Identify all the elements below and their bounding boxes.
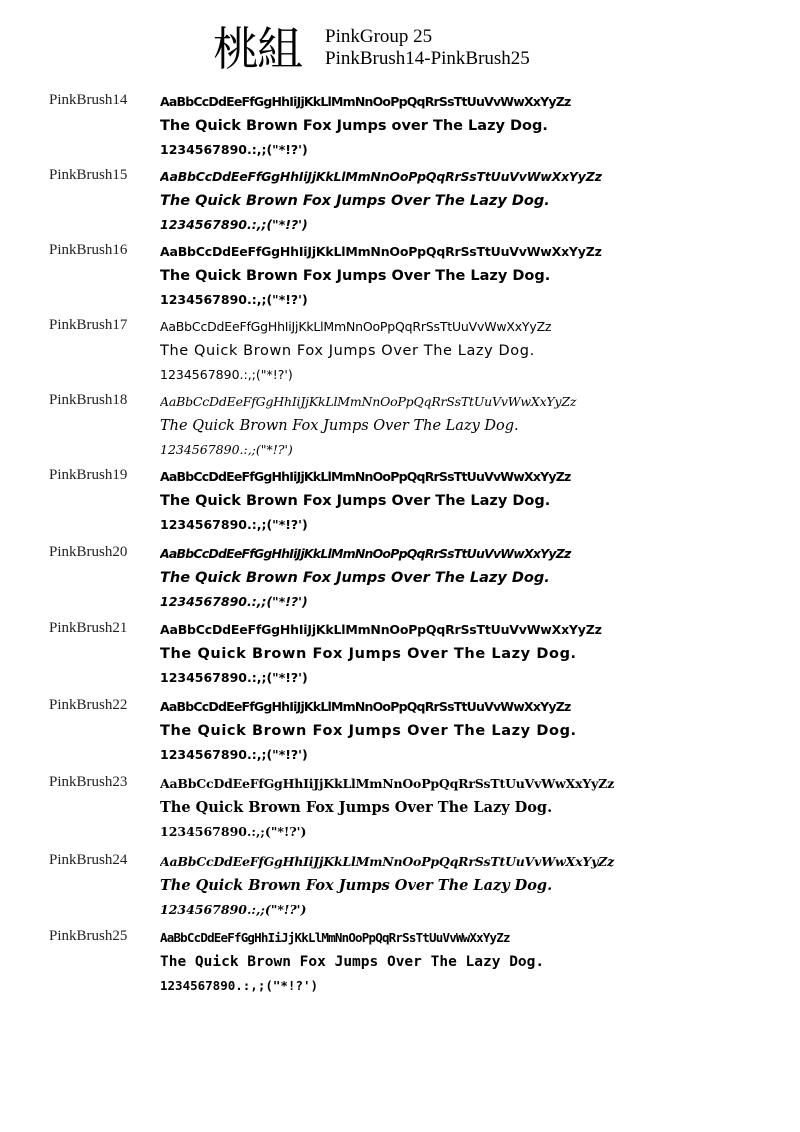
font-specimen-pinkbrush20 [0, 542, 800, 618]
alphabet-line: AaBbCcDdEeFfGgHhIiJjKkLlMmNnOoPpQqRrSsTtUuVvWwXxYyZz [160, 930, 510, 945]
pangram-line: The Quick Brown Fox Jumps Over The Lazy Dog. [160, 877, 553, 894]
group-kanji-title: 桃組 [213, 22, 301, 76]
pangram-line: The Quick Brown Fox Jumps Over The Lazy Dog. [160, 493, 551, 509]
alphabet-line: AaBbCcDdEeFfGgHhIiJjKkLlMmNnOoPpQqRrSsTtUuVvWwXxYyZz [160, 244, 602, 259]
font-specimen-pinkbrush15 [0, 165, 800, 241]
pangram-line: The Quick Brown Fox Jumps Over The Lazy Dog. [160, 646, 577, 662]
font-name: PinkBrush16 [49, 242, 128, 258]
font-sample [160, 315, 790, 387]
font-name: PinkBrush14 [49, 92, 128, 108]
font-sample [160, 772, 790, 844]
font-name: PinkBrush20 [49, 544, 128, 560]
font-sample [160, 465, 790, 537]
font-sample [160, 850, 790, 922]
digits-line: 1234567890.:,;("*!?') [160, 747, 308, 762]
font-sample [160, 695, 790, 767]
digits-line: 1234567890.:,;("*!?') [160, 292, 308, 307]
font-specimen-pinkbrush21 [0, 618, 800, 694]
font-sample [160, 390, 790, 462]
font-name: PinkBrush24 [49, 852, 128, 868]
digits-line: 1234567890.:,;("*!?') [160, 217, 308, 232]
alphabet-line: AaBbCcDdEeFfGgHhIiJjKkLlMmNnOoPpQqRrSsTtUuVvWwXxYyZz [160, 94, 571, 109]
pangram-line: The Quick Brown Fox Jumps Over The Lazy Dog. [160, 723, 577, 739]
pangram-line: The Quick Brown Fox Jumps over The Lazy Dog. [160, 118, 548, 134]
alphabet-line: AaBbCcDdEeFfGgHhIiJjKkLlMmNnOoPpQqRrSsTtUuVvWwXxYyZz [160, 699, 571, 714]
font-specimen-pinkbrush22 [0, 695, 800, 771]
group-name: PinkGroup 25 [325, 26, 433, 47]
font-name: PinkBrush25 [49, 928, 128, 944]
font-name: PinkBrush22 [49, 697, 128, 713]
font-specimen-pinkbrush17 [0, 315, 800, 391]
digits-line: 1234567890.:,;("*!?') [160, 824, 307, 839]
pangram-line: The Quick Brown Fox Jumps Over The Lazy Dog. [160, 570, 550, 586]
alphabet-line: AaBbCcDdEeFfGgHhIiJjKkLlMmNnOoPpQqRrSsTtUuVvWwXxYyZz [160, 469, 571, 484]
font-sample [160, 165, 790, 237]
pangram-line: The Quick Brown Fox Jumps Over The Lazy Dog. [160, 418, 519, 434]
font-name: PinkBrush18 [49, 392, 128, 408]
font-range: PinkBrush14-PinkBrush25 [325, 48, 530, 69]
font-name: PinkBrush17 [49, 317, 128, 333]
font-sample [160, 240, 790, 312]
font-specimen-pinkbrush23 [0, 772, 800, 848]
font-specimen-pinkbrush14 [0, 90, 800, 166]
pangram-line: The Quick Brown Fox Jumps Over The Lazy Dog. [160, 193, 550, 209]
alphabet-line: AaBbCcDdEeFfGgHhIiJjKkLlMmNnOoPpQqRrSsTtUuVvWwXxYyZz [160, 319, 552, 334]
font-specimen-pinkbrush19 [0, 465, 800, 541]
digits-line: 1234567890.:,;("*!?') [160, 902, 307, 917]
digits-line: 1234567890.:,;("*!?') [160, 442, 293, 457]
pangram-line: The Quick Brown Fox Jumps Over The Lazy Dog. [160, 954, 545, 970]
alphabet-line: AaBbCcDdEeFfGgHhIiJjKkLlMmNnOoPpQqRrSsTtUuVvWwXxYyZz [160, 394, 577, 409]
pangram-line: The Quick Brown Fox Jumps Over The Lazy Dog. [160, 799, 553, 816]
font-sample [160, 618, 790, 690]
digits-line: 1234567890.:,;("*!?') [160, 978, 319, 993]
pangram-line: The Quick Brown Fox Jumps Over The Lazy Dog. [160, 268, 551, 284]
alphabet-line: AaBbCcDdEeFfGgHhIiJjKkLlMmNnOoPpQqRrSsTtUuVvWwXxYyZz [160, 854, 614, 869]
font-specimen-pinkbrush25 [0, 926, 800, 1002]
digits-line: 1234567890.:,;("*!?') [160, 367, 293, 382]
group-caption [325, 26, 530, 70]
font-name: PinkBrush15 [49, 167, 128, 183]
alphabet-line: AaBbCcDdEeFfGgHhIiJjKkLlMmNnOoPpQqRrSsTtUuVvWwXxYyZz [160, 622, 602, 637]
alphabet-line: AaBbCcDdEeFfGgHhIiJjKkLlMmNnOoPpQqRrSsTtUuVvWwXxYyZz [160, 776, 614, 791]
font-specimen-pinkbrush18 [0, 390, 800, 466]
digits-line: 1234567890.:,;("*!?') [160, 670, 308, 685]
digits-line: 1234567890.:,;("*!?') [160, 594, 308, 609]
font-sample [160, 542, 790, 614]
font-sample [160, 926, 790, 998]
alphabet-line: AaBbCcDdEeFfGgHhIiJjKkLlMmNnOoPpQqRrSsTtUuVvWwXxYyZz [160, 169, 602, 184]
font-name: PinkBrush21 [49, 620, 128, 636]
font-name: PinkBrush23 [49, 774, 128, 790]
font-name: PinkBrush19 [49, 467, 128, 483]
pangram-line: The Quick Brown Fox Jumps Over The Lazy Dog. [160, 343, 535, 359]
digits-line: 1234567890.:,;("*!?') [160, 142, 308, 157]
digits-line: 1234567890.:,;("*!?') [160, 517, 308, 532]
font-specimen-pinkbrush16 [0, 240, 800, 316]
font-specimen-pinkbrush24 [0, 850, 800, 926]
font-sample [160, 90, 790, 162]
alphabet-line: AaBbCcDdEeFfGgHhIiJjKkLlMmNnOoPpQqRrSsTtUuVvWwXxYyZz [160, 546, 571, 561]
